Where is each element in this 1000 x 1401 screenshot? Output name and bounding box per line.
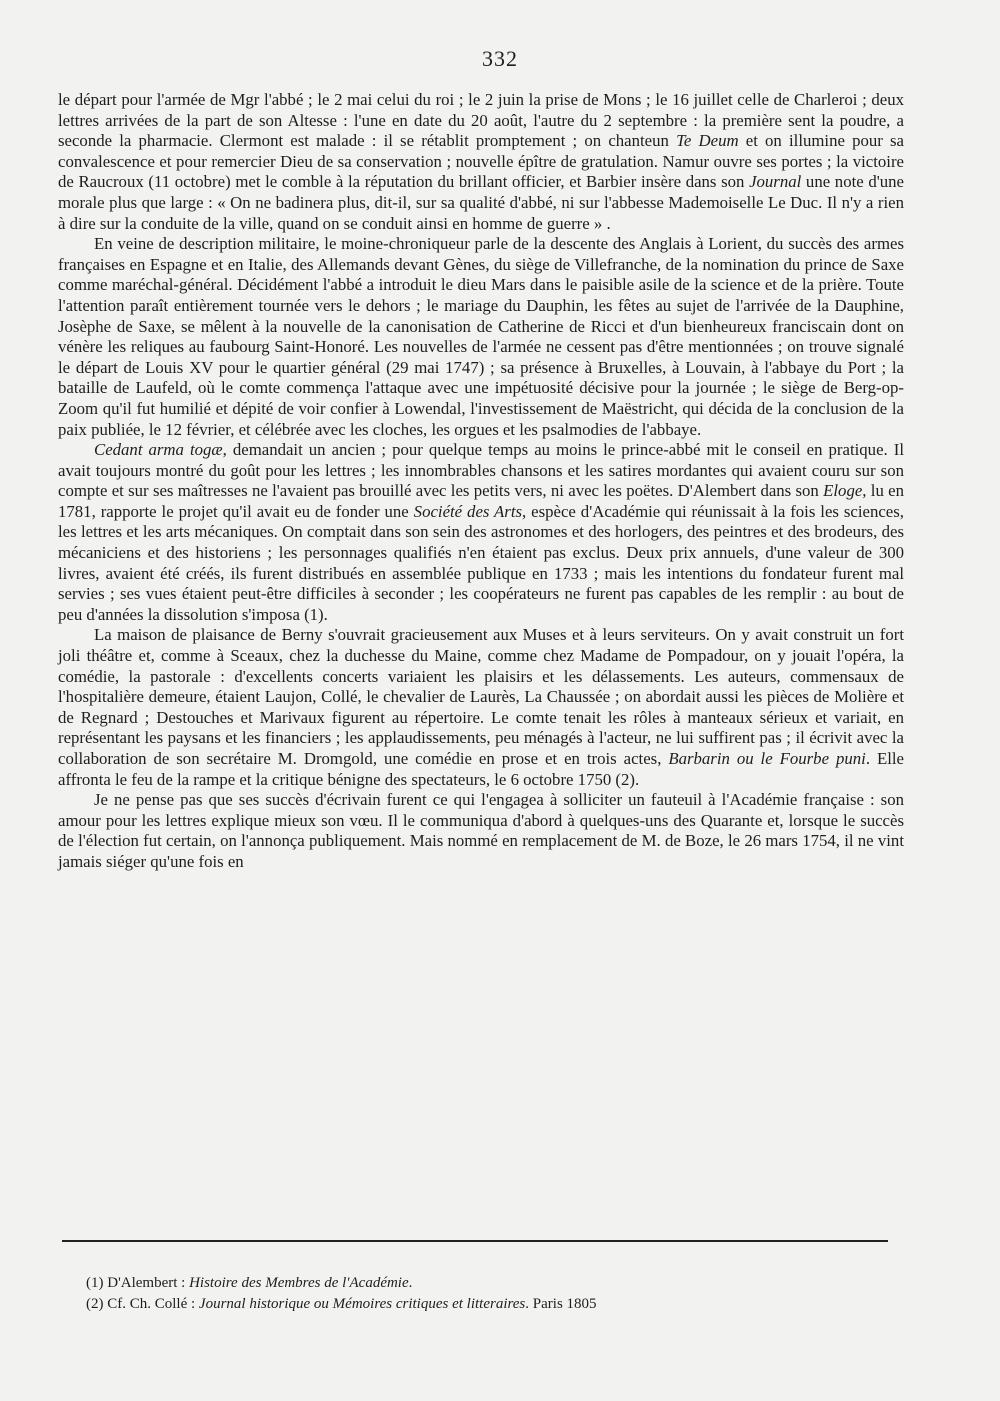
italic-text: Histoire des Membres de l'Académie xyxy=(189,1275,409,1291)
paragraph xyxy=(58,234,904,440)
italic-text: Société des Arts xyxy=(413,501,523,521)
text-run: . xyxy=(408,1275,413,1291)
italic-text: Cedant arma togæ xyxy=(94,440,223,460)
text-run: le départ pour l'armée de Mgr l'abbé ; le 2 mai celui du roi ; le 2 juin la prise de Mons ; le 16 juillet celle de Charleroi ; deux lettres arrivées de la part de son Altesse : l'une en date du 20 août, l'autre du 2 septembre : la première sent la poudre, a seconde la pharmacie. Clermont est malade : il se rétablit promptement ; on chanteun xyxy=(58,90,904,151)
text-run: , lu en 1781, rapporte le projet qu'il avait eu de fonder une xyxy=(58,481,905,521)
text-run: En veine de description militaire, le moine-chroniqueur parle de la descente des Anglais à Lorient, du succès des armes françaises en Espagne et en Italie, des Allemands devant Gènes, du siège de Villefranche, de la nomination du prince de Saxe comme maréchal-général. Décidément l'abbé a introduit le dieu Mars dans le paisible asile de la science et de la prière. Toute l'attention paraît entièrement tournée vers le dehors ; le mariage du Dauphin, les fêtes au sujet de l'arrivée de la Dauphine, Josèphe de Saxe, se mêlent à la nouvelle de la canonisation de Catherine de Ricci et d'un bienheureux franciscain dont on vénère les reliques au faubourg Saint-Honoré. Les nouvelles de l'armée ne cessent pas d'être mentionnées ; on trouve signalé le départ de Louis XV pour le quartier général (29 mai 1747) ; sa présence à Bruxelles, à Louvain, à l'abbaye du Port ; la bataille de Laufeld, où le comte commença l'attaque avec une impétuosité décisive pour la journée ; le siège de Berg-op-Zoom qu'il fut humilié et dépité de voir confier à Lowendal, l'investissement de Maëstricht, qui décida de la conclusion de la paix publiée, le 12 février, et célébrée avec les cloches, les orgues et les psalmodies de l'abbaye. xyxy=(58,234,904,439)
text-run: . Elle affronta le feu de la rampe et la critique bénigne des spectateurs, le 6 octobre 1750 (2). xyxy=(58,749,904,789)
footnote xyxy=(86,1294,906,1315)
footnote xyxy=(86,1273,906,1294)
italic-text: Barbarin ou le Fourbe puni xyxy=(668,749,866,768)
text-run: (2) Cf. Ch. Collé : xyxy=(86,1296,199,1312)
text-run: et on illumine pour sa convalescence et pour remercier Dieu de sa conservation ; nouvelle épître de gratulation. Namur ouvre ses portes ; la victoire de Raucroux (11 octobre) met le comble à la réputation du brillant officier, et Barbier insère dans son xyxy=(58,131,905,192)
footnotes xyxy=(86,1273,906,1315)
footnote-divider xyxy=(62,1240,888,1242)
text-run: (1) D'Alembert : xyxy=(86,1275,190,1291)
text-run: , espèce d'Académie qui réunissait à la fois les sciences, les lettres et les arts mécaniques. On comptait dans son sein des astronomes et des horlogers, des peintres et des brodeurs, des mécaniciens et des historiens ; les personnages qualifiés n'en étaient pas exclus. Deux prix annuels, d'une valeur de 300 livres, avaient été créés, ils furent distribués en assemblée publique en 1733 ; mais les intentions du fondateur furent mal servies ; ses vues étaient peut-être difficiles à seconder ; les coopérateurs ne furent pas capables de les remplir : au bout de peu d'années la dissolution s'imposa (1). xyxy=(58,501,904,624)
text-run: . Paris 1805 xyxy=(525,1296,597,1312)
paragraph xyxy=(58,440,904,625)
paragraph xyxy=(58,90,904,234)
italic-text: Journal historique ou Mémoires critiques et litteraires xyxy=(198,1296,526,1312)
page-number: 332 xyxy=(482,46,518,71)
italic-text: Eloge xyxy=(823,481,863,501)
italic-text: Te Deum xyxy=(676,131,739,151)
text-run: Je ne pense pas que ses succès d'écrivain furent ce qui l'engagea à solliciter un fauteuil à l'Académie française : son amour pour les lettres explique mieux son vœu. Il le communiqua d'abord à quelques-uns des Quarante et, lorsque le succès de l'élection fut certain, on l'annonça publiquement. Mais nommé en remplacement de M. de Boze, le 26 mars 1754, il ne vint jamais siéger qu'une fois en xyxy=(58,790,904,871)
paragraph xyxy=(58,625,904,790)
paragraph xyxy=(58,790,904,872)
text-run: La maison de plaisance de Berny s'ouvrait gracieusement aux Muses et à leurs serviteurs. On y avait construit un fort joli théâtre et, comme à Sceaux, chez la duchesse du Maine, comme chez Madame de Pompadour, on y jouait l'opéra, la comédie, la pastorale : d'excellents concerts variaient les plaisirs et les délassements. Les auteurs, commensaux de l'hospitalière demeure, étaient Laujon, Collé, le chevalier de Laurès, La Chaussée ; on abordait aussi les pièces de Molière et de Regnard ; Destouches et Marivaux figurent au répertoire. Le comte tenait les rôles à manteaux sérieux et variait, en représentant les paysans et les financiers ; les applaudissements, peu ménagés à l'acteur, ne lui suffirent pas ; il écrivit avec la collaboration de son secrétaire M. Dromgold, une comédie en prose et en trois actes, xyxy=(58,625,904,768)
text-run: , demandait un ancien ; pour quelque temps au moins le prince-abbé mit le conseil en pratique. Il avait toujours montré du goût pour les lettres ; les innombrables chansons et les satires mordantes qui avaient couru sur son compte et sur ses maîtresses ne l'avaient pas brouillé avec les petits vers, ni avec les poëtes. D'Alembert dans son xyxy=(58,440,904,501)
text-run: une note d'une morale plus que large : « On ne badinera plus, dit-il, sur sa qualité d'abbé, ni sur l'abbesse Mademoiselle Le Duc. Il n'y a rien à dire sur la conduite de la ville, quand on se conduit ainsi en homme de guerre » . xyxy=(58,172,904,233)
italic-text: Journal xyxy=(749,172,802,192)
body-text xyxy=(58,90,904,873)
